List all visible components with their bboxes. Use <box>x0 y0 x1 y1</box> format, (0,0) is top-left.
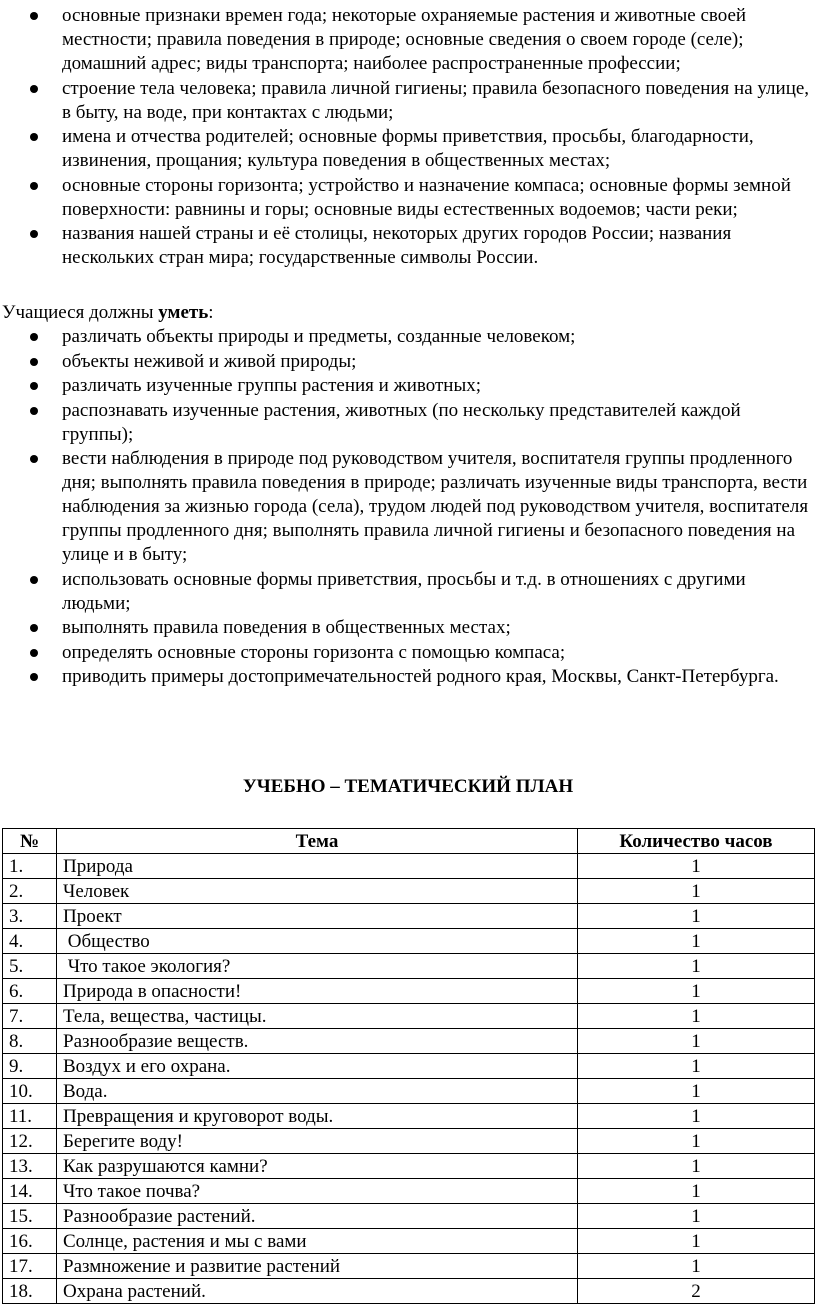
list-item: строение тела человека; правила личной гигиены; правила безопасного поведения на улице, в быту, на воде, при контактах с людьми; <box>0 77 816 125</box>
table-row <box>3 1279 815 1304</box>
cell-hours: 1 <box>578 854 815 879</box>
cell-number: 8. <box>3 1029 57 1054</box>
cell-hours: 1 <box>578 1204 815 1229</box>
cell-number: 13. <box>3 1154 57 1179</box>
cell-topic: Проект <box>57 904 578 929</box>
cell-topic: Размножение и развитие растений <box>57 1254 578 1279</box>
table-row <box>3 979 815 1004</box>
cell-topic: Разнообразие веществ. <box>57 1029 578 1054</box>
table-body <box>3 854 815 1304</box>
knowledge-list <box>0 4 816 271</box>
cell-number: 3. <box>3 904 57 929</box>
skills-list <box>0 325 816 690</box>
cell-hours: 1 <box>578 1104 815 1129</box>
cell-topic: Берегите воду! <box>57 1129 578 1154</box>
cell-number: 18. <box>3 1279 57 1304</box>
list-item: распознавать изученные растения, животных (по нескольку представителей каждой группы); <box>0 399 816 447</box>
table-row <box>3 1104 815 1129</box>
cell-number: 12. <box>3 1129 57 1154</box>
cell-hours: 2 <box>578 1279 815 1304</box>
cell-hours: 1 <box>578 1129 815 1154</box>
cell-hours: 1 <box>578 904 815 929</box>
table-row <box>3 1229 815 1254</box>
cell-hours: 1 <box>578 1029 815 1054</box>
cell-number: 15. <box>3 1204 57 1229</box>
skills-heading-bold: уметь <box>158 302 209 323</box>
table-row <box>3 1054 815 1079</box>
table-row <box>3 1079 815 1104</box>
cell-topic: Природа в опасности! <box>57 979 578 1004</box>
cell-topic: Человек <box>57 879 578 904</box>
list-item: основные стороны горизонта; устройство и назначение компаса; основные формы земной поверхности: равнины и горы; основные виды естественных водоемов; части реки; <box>0 174 816 222</box>
cell-topic: Превращения и круговорот воды. <box>57 1104 578 1129</box>
list-item: различать изученные группы растения и животных; <box>0 374 816 398</box>
list-item: названия нашей страны и её столицы, некоторых других городов России; названия нескольких стран мира; государственные символы России. <box>0 222 816 270</box>
cell-hours: 1 <box>578 879 815 904</box>
cell-hours: 1 <box>578 979 815 1004</box>
table-row <box>3 854 815 879</box>
cell-topic: Охрана растений. <box>57 1279 578 1304</box>
cell-hours: 1 <box>578 1054 815 1079</box>
table-row <box>3 904 815 929</box>
table-row <box>3 929 815 954</box>
cell-number: 5. <box>3 954 57 979</box>
list-item: выполнять правила поведения в общественных местах; <box>0 616 816 640</box>
list-item: объекты неживой и живой природы; <box>0 350 816 374</box>
table-row <box>3 1004 815 1029</box>
list-item: использовать основные формы приветствия, просьбы и т.д. в отношениях с другими людьми; <box>0 568 816 616</box>
thematic-plan-table <box>2 828 815 1304</box>
cell-topic: Общество <box>57 929 578 954</box>
cell-number: 9. <box>3 1054 57 1079</box>
cell-number: 7. <box>3 1004 57 1029</box>
table-row <box>3 954 815 979</box>
cell-hours: 1 <box>578 954 815 979</box>
cell-hours: 1 <box>578 1229 815 1254</box>
cell-topic: Вода. <box>57 1079 578 1104</box>
cell-number: 11. <box>3 1104 57 1129</box>
header-topic: Тема <box>57 829 578 854</box>
cell-topic: Как разрушаются камни? <box>57 1154 578 1179</box>
cell-hours: 1 <box>578 1154 815 1179</box>
list-item: имена и отчества родителей; основные формы приветствия, просьбы, благодарности, извинения, прощания; культура поведения в общественных местах; <box>0 125 816 173</box>
table-row <box>3 1029 815 1054</box>
cell-topic: Что такое экология? <box>57 954 578 979</box>
cell-number: 2. <box>3 879 57 904</box>
cell-topic: Природа <box>57 854 578 879</box>
list-item: вести наблюдения в природе под руководством учителя, воспитателя группы продленного дня; выполнять правила поведения в природе; различать изученные виды транспорта, вести наблюдения за жизнью города (села), трудом людей под руководством учителя, воспитателя группы продленного дня; выполнять правила личной гигиены и безопасного поведения на улице и в быту; <box>0 447 816 567</box>
table-row <box>3 1129 815 1154</box>
cell-topic: Что такое почва? <box>57 1179 578 1204</box>
skills-heading <box>2 301 214 325</box>
cell-hours: 1 <box>578 1179 815 1204</box>
cell-number: 1. <box>3 854 57 879</box>
table-header-row <box>3 829 815 854</box>
table-row <box>3 1204 815 1229</box>
table-row <box>3 1254 815 1279</box>
cell-number: 6. <box>3 979 57 1004</box>
table-row <box>3 1154 815 1179</box>
list-item: различать объекты природы и предметы, созданные человеком; <box>0 325 816 349</box>
header-hours: Количество часов <box>578 829 815 854</box>
cell-hours: 1 <box>578 929 815 954</box>
cell-hours: 1 <box>578 1004 815 1029</box>
list-item: основные признаки времен года; некоторые охраняемые растения и животные своей местности; правила поведения в природе; основные сведения о своем городе (селе); домашний адрес; виды транспорта; наиболее распространенные профессии; <box>0 4 816 76</box>
table-row <box>3 1179 815 1204</box>
cell-number: 14. <box>3 1179 57 1204</box>
cell-topic: Воздух и его охрана. <box>57 1054 578 1079</box>
cell-topic: Разнообразие растений. <box>57 1204 578 1229</box>
list-item: приводить примеры достопримечательностей родного края, Москвы, Санкт-Петербурга. <box>0 665 816 689</box>
table-row <box>3 879 815 904</box>
cell-hours: 1 <box>578 1079 815 1104</box>
cell-number: 10. <box>3 1079 57 1104</box>
cell-hours: 1 <box>578 1254 815 1279</box>
cell-number: 17. <box>3 1254 57 1279</box>
header-number: № <box>3 829 57 854</box>
plan-title: УЧЕБНО – ТЕМАТИЧЕСКИЙ ПЛАН <box>242 776 574 797</box>
skills-heading-suffix: : <box>208 302 214 323</box>
cell-number: 16. <box>3 1229 57 1254</box>
cell-topic: Тела, вещества, частицы. <box>57 1004 578 1029</box>
skills-heading-prefix: Учащиеся должны <box>2 302 159 323</box>
list-item: определять основные стороны горизонта с помощью компаса; <box>0 641 816 665</box>
cell-topic: Солнце, растения и мы с вами <box>57 1229 578 1254</box>
cell-number: 4. <box>3 929 57 954</box>
